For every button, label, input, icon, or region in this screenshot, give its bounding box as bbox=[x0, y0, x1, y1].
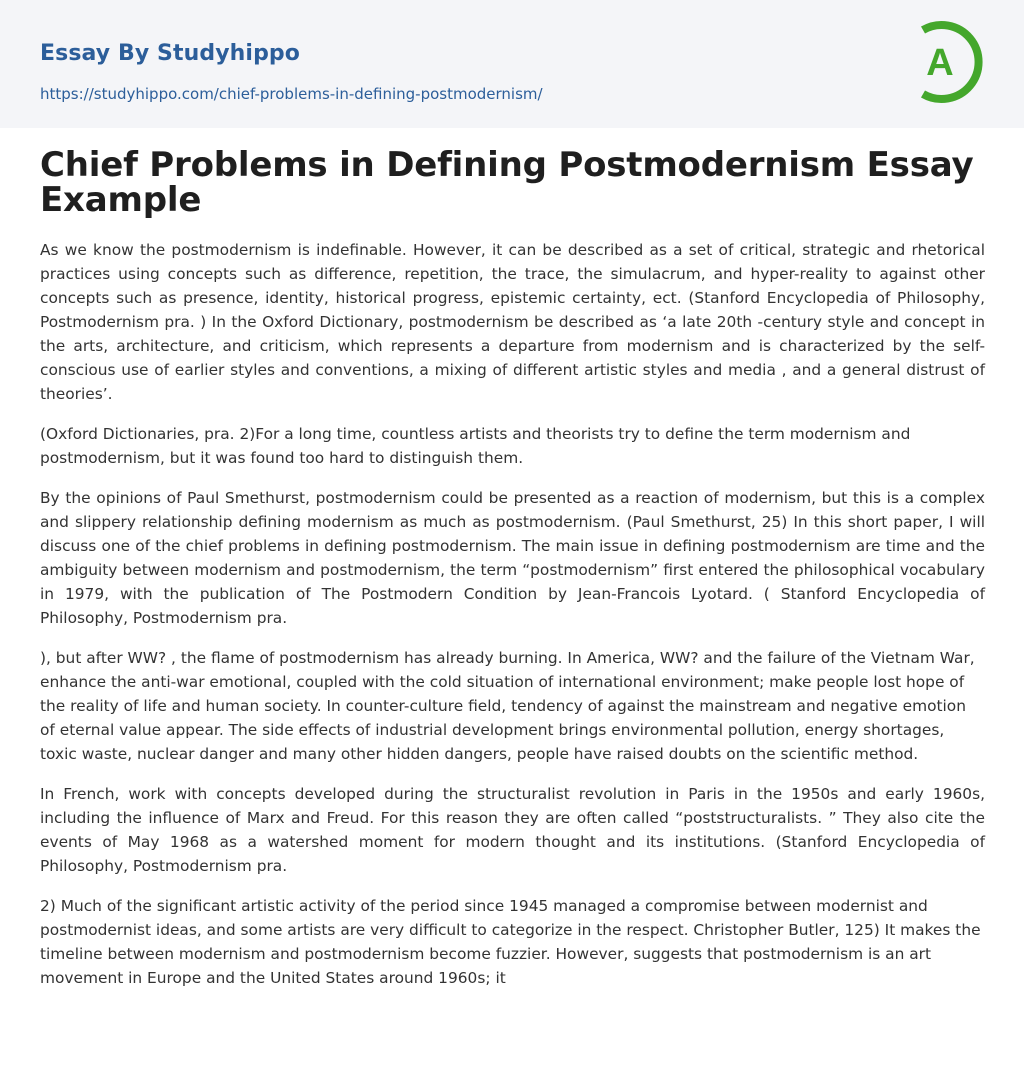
logo-letter: A bbox=[926, 42, 954, 84]
source-url-link[interactable]: https://studyhippo.com/chief-problems-in-defining-postmodernism/ bbox=[40, 85, 543, 103]
paragraph-1: As we know the postmodernism is indefinable. However, it can be described as a set of critical, strategic and rhetorical practices using concepts such as difference, repetition, the trace, the simulacrum, and hyper-reality to against other concepts such as presence, identity, historical progress, epistemic certainty, ect. (Stanford Encyclopedia of Philosophy, Postmodernism pra. ) In the Oxford Dictionary, postmodernism be described as ‘a late 20th -century style and concept in the arts, architecture, and criticism, which represents a departure from modernism and is characterized by the self-conscious use of earlier styles and conventions, a mixing of different artistic styles and media , and a general distrust of theories’. bbox=[40, 241, 985, 403]
paragraph-5: In French, work with concepts developed during the structuralist revolution in Paris in the 1950s and early 1960s, including the influence of Marx and Freud. For this reason they are often called “poststructuralists. ” They also cite the events of May 1968 as a watershed moment for modern thought and its institutions. (Stanford Encyclopedia of Philosophy, Postmodernism pra. bbox=[40, 785, 985, 875]
paragraph-4: ), but after WW? , the flame of postmodernism has already burning. In America, WW? and the failure of the Vietnam War, enhance the anti-war emotional, coupled with the cold situation of international environment; make people lost hope of the reality of life and human society. In counter-culture field, tendency of against the mainstream and negative emotion of eternal value appear. The side effects of industrial development brings environmental pollution, energy shortages, toxic waste, nuclear danger and many other hidden dangers, people have raised doubts on the scientific method. bbox=[40, 649, 975, 763]
article bbox=[40, 145, 985, 1006]
paragraph-3: By the opinions of Paul Smethurst, postmodernism could be presented as a reaction of modernism, but this is a complex and slippery relationship defining modernism as much as postmodernism. (Paul Smethurst, 25) In this short paper, I will discuss one of the chief problems in defining postmodernism. The main issue in defining postmodernism are time and the ambiguity between modernism and postmodernism, the term “postmodernism” first entered the philosophical vocabulary in 1979, with the publication of The Postmodern Condition by Jean-Francois Lyotard. ( Stanford Encyclopedia of Philosophy, Postmodernism pra. bbox=[40, 489, 985, 627]
paragraph-6: 2) Much of the significant artistic activity of the period since 1945 managed a compromise between modernist and postmodernist ideas, and some artists are very difficult to categorize in the respect. Christopher Butler, 125) It makes the timeline between modernism and postmodernism become fuzzier. However, suggests that postmodernism is an art movement in Europe and the United States around 1960s; it bbox=[40, 897, 981, 987]
paragraph-2: (Oxford Dictionaries, pra. 2)For a long time, countless artists and theorists try to define the term modernism and postmodernism, but it was found too hard to distinguish them. bbox=[40, 425, 911, 467]
page-title: Chief Problems in Defining Postmodernism Essay Example bbox=[40, 145, 974, 220]
brand-title[interactable]: Essay By Studyhippo bbox=[40, 41, 300, 66]
site-header bbox=[0, 0, 1024, 128]
studyhippo-a-logo-icon[interactable] bbox=[909, 18, 987, 106]
